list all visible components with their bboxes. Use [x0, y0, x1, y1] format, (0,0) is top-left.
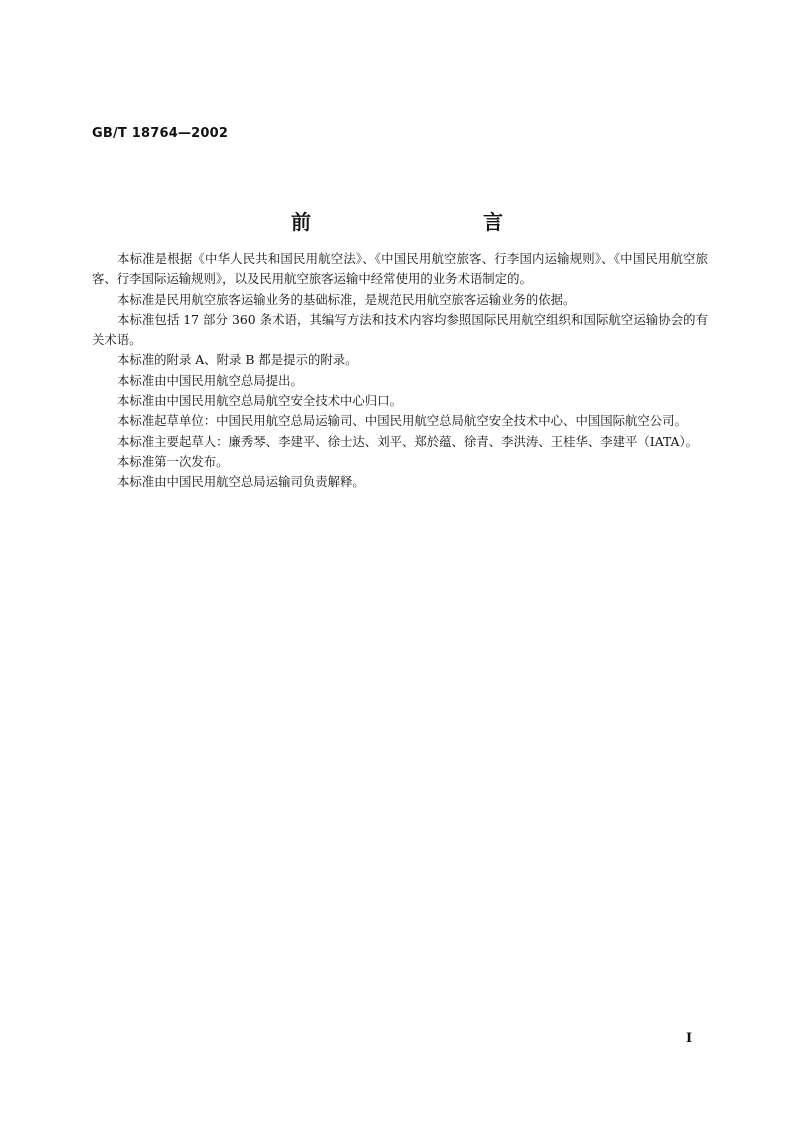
foreword-paragraph: 本标准是根据《中华人民共和国民用航空法》、《中国民用航空旅客、行李国内运输规则》、《中国民用航空旅客、行李国际运输规则》，以及民用航空旅客运输中经常使用的业务术语制定的。: [92, 251, 708, 287]
page-number: I: [686, 1031, 693, 1046]
foreword-paragraph: 本标准由中国民用航空总局提出。: [117, 372, 303, 388]
foreword-body: [92, 249, 708, 493]
foreword-paragraph: 本标准是民用航空旅客运输业务的基础标准，是规范民用航空旅客运输业务的依据。: [117, 291, 576, 307]
foreword-paragraph: 本标准起草单位：中国民用航空总局运输司、中国民用航空总局航空安全技术中心、中国国际航空公司。: [117, 413, 687, 429]
page-title: 前 言: [291, 210, 547, 234]
foreword-paragraph: 本标准的附录 A、附录 B 都是提示的附录。: [117, 352, 358, 368]
standard-code: GB/T 18764—2002: [92, 126, 229, 141]
foreword-paragraph: 本标准主要起草人：廉秀琴、李建平、徐士达、刘平、郑於蕴、徐青、李洪涛、王桂华、李建平（IATA）。: [117, 433, 699, 449]
foreword-paragraph: 本标准第一次发布。: [117, 453, 229, 469]
foreword-paragraph: 本标准由中国民用航空总局运输司负责解释。: [117, 474, 365, 490]
foreword-paragraph: 本标准包括 17 部分 360 条术语，其编写方法和技术内容均参照国际民用航空组织和国际航空运输协会的有关术语。: [92, 311, 708, 348]
foreword-paragraph: 本标准由中国民用航空总局航空安全技术中心归口。: [117, 393, 402, 409]
